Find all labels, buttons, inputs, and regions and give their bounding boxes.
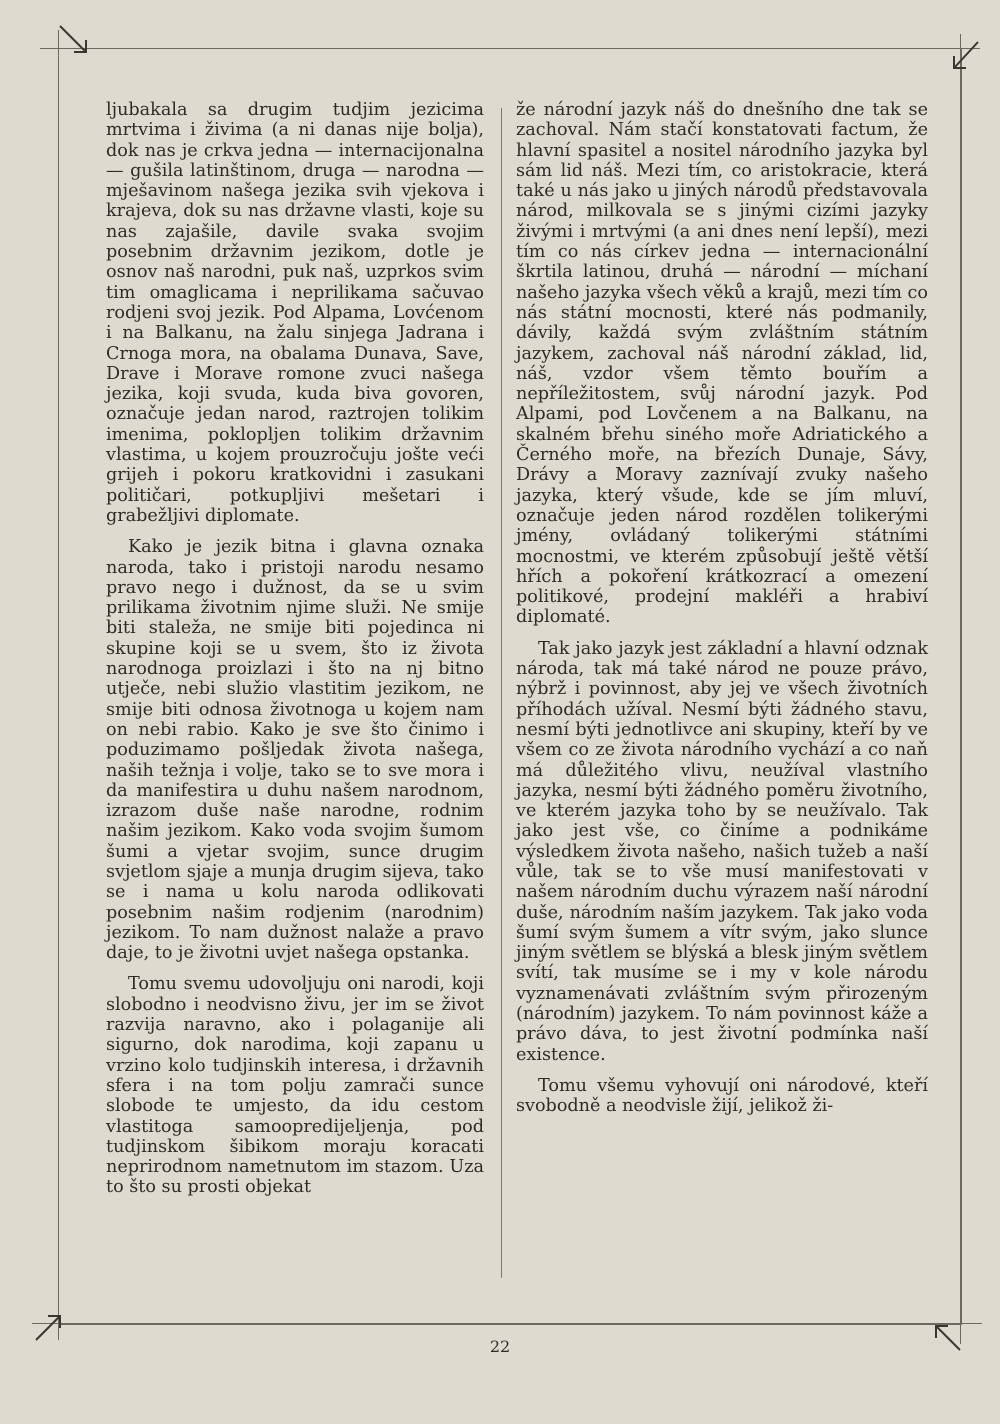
- crop-mark-right: [960, 34, 961, 1344]
- crop-mark-left: [58, 30, 59, 1340]
- corner-arrow-icon: [58, 24, 92, 58]
- crop-mark-top: [40, 48, 980, 49]
- corner-arrow-icon: [948, 40, 982, 74]
- crop-mark-bottom: [32, 1323, 982, 1324]
- left-column: [106, 100, 484, 1209]
- right-column: [516, 100, 928, 1128]
- column-divider: [501, 108, 502, 1278]
- paragraph: Tomu svemu udovoljuju oni narodi, koji slobodno i neodvisno živu, jer im se život razvija naravno, ako i polaganije ali sigurno, dok narodima, koji zapanu u vrzino kolo tudjinskih interesa, i državnih sfera i na tom polju zamrači sunce slobode te umjesto, da idu cestom vlastitoga samoopredijeljenja, pod tudjinskom šibikom moraju koracati neprirodnom nametnutom im stazom. Uza to što su prosti objekat: [106, 974, 484, 1198]
- paragraph: Tomu všemu vyhovují oni národové, kteří svobodně a neodvisle žijí, jelikož ži-: [516, 1075, 928, 1117]
- paragraph: že národní jazyk náš do dnešního dne tak se zachoval. Nám stačí konstatovati factum, že hlavní spasitel a nositel národního jazyka byl sám lid náš. Mezi tím, co aristokracie, která také u nás jako u jiných národů představovala národ, milkovala se s jinými cizími jazyky živými i mrtvými (a ani dnes není lepší), mezi tím co nás církev jedna — internacionální škrtila latinou, druhá — národní — míchaní našeho jazyka všech věků a krajů, mezi tím co nás státní mocnosti, které nás podmanily, dávily, každá svým zvláštním státním jazykem, zachoval náš národní základ, lid, náš, vzdor všem těmto bouřím a nepříležitostem, svůj národní jazyk. Pod Alpami, pod Lovčenem a na Balkanu, na skalném břehu siného moře Adriatického a Černého moře, na březích Dunaje, Sávy, Drávy a Moravy zaznívají zvuky našeho jazyka, který všude, kde se jím mluví, označuje jeden národ rozdělen tolikerými jmény, ovládaný tolikerými státními mocnostmi, ve kterém způsobují ještě větší hřích a pokoření krátkozrací a omezení politikové, prodejní makléři a hrabiví diplomaté.: [516, 100, 928, 628]
- page-number: 22: [489, 1337, 511, 1356]
- paragraph: ljubakala sa drugim tudjim jezicima mrtvima i živima (a ni danas nije bolja), dok nas je crkva jedna — internacijonalna — gušila latinštinom, druga — narodna — mješavinom našega jezika svih vjekova i krajeva, dok su nas državne vlasti, koje su nas zajašile, davile svaka svojim posebnim državnim jezikom, dotle je osnov naš narodni, puk naš, uzprkos svim tim omaglicama i neprilikama sačuvao rodjeni svoj jezik. Pod Alpama, Lovćenom i na Balkanu, na žalu sinjega Jadrana i Crnoga mora, na obalama Dunava, Save, Drave i Morave romone zvuci našega jezika, koji svuda, kuda biva govoren, označuje jedan narod, raztrojen tolikim imenima, poklopljen tolikim državnim vlastima, u kojem prouzročuju jošte veći grijeh i pokoru kratkovidni i zasukani političari, potkupljivi mešetari i grabežljivi diplomate.: [106, 100, 484, 526]
- paragraph: Tak jako jazyk jest základní a hlavní odznak národa, tak má také národ ne pouze právo, nýbrž i povinnost, aby jej ve všech životních příhodách užíval. Nesmí býti žádného stavu, nesmí býti jednotlivce ani skupiny, kteří by ve všem co ze života národního vychází a co naň má důležitého vlivu, neužíval vlastního jazyka, nesmí býti žádného poměru životního, ve kterém jazyka toho by se neužívalo. Tak jako jest vše, co činíme a podnikáme výsledkem života našeho, našich tužeb a naší vůle, tak se to vše musí manifestovati v našem národním duchu výrazem naší národní duše, národním naším jazykem. Tak jako voda šumí svým šumem a vítr svým, jako slunce jiným světlem se blýská a blesk jiným světlem svítí, tak musíme se i my v kole národu vyznamenávati zvláštním svým přirozeným (národním) jazykem. To nám povinnost káže a právo dáva, to jest životní podmínka naší existence.: [516, 638, 928, 1065]
- paragraph: Kako je jezik bitna i glavna oznaka naroda, tako i pristoji narodu nesamo pravo nego i dužnost, da se u svim prilikama životnim njime služi. Ne smije biti staleža, ne smije biti pojedinca ni skupine koji se u svem, što iz života narodnoga proizlazi i što na nj bitno utječe, nebi služio vlastitim jezikom, ne smije biti odnosa životnoga u kojem nam on nebi rabio. Kako je sve što činimo i poduzimamo pošljedak života našega, naših težnja i volje, tako se to sve mora i da manifestira u duhu našem narodnom, izrazom duše naše narodne, rodnim našim jezikom. Kako voda svojim šumom šumi a vjetar svojim, sunce drugim svjetlom sjaje a munja drugim sijeva, tako se i nama u kolu naroda odlikovati posebnim našim rodjenim (narodnim) jezikom. To nam dužnost nalaže a pravo daje, to je životni uvjet našega opstanka.: [106, 537, 484, 964]
